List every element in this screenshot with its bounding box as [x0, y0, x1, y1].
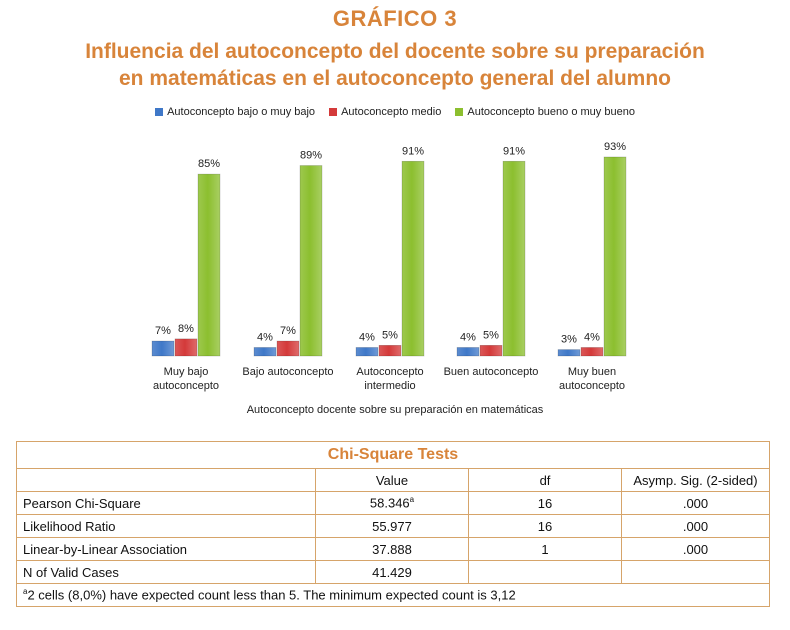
table-row	[17, 515, 770, 538]
row-df: 16	[469, 515, 622, 538]
bar-1-5	[558, 350, 580, 356]
chart-title: GRÁFICO 3	[332, 6, 458, 31]
row-label: Pearson Chi-Square	[17, 492, 316, 515]
legend-item-medio	[329, 106, 441, 118]
bar-1-2	[254, 347, 276, 356]
row-sig: .000	[622, 492, 770, 515]
row-df	[469, 561, 622, 584]
bar-1-1	[152, 341, 174, 356]
bar-chart	[0, 125, 790, 400]
row-value	[316, 492, 469, 515]
footnote-text: 2 cells (8,0%) have expected count less than 5. The minimum expected count is 3,12	[27, 587, 516, 603]
chart-subtitle	[0, 38, 790, 92]
table-footnote-row	[17, 584, 770, 607]
header-value: Value	[316, 469, 469, 492]
legend-label-medio: Autoconcepto medio	[341, 106, 442, 118]
row-label: N of Valid Cases	[17, 561, 316, 584]
legend-item-bueno	[455, 106, 635, 118]
legend-label-bajo: Autoconcepto bajo o muy bajo	[167, 106, 316, 118]
row-df: 16	[469, 492, 622, 515]
data-label-3-3: 91%	[401, 145, 425, 158]
table-row	[17, 561, 770, 584]
chart-legend	[0, 106, 790, 118]
category-label-4: Buen autoconcepto	[443, 366, 539, 378]
row-value: 55.977	[316, 515, 469, 538]
bar-3-2	[300, 166, 322, 356]
legend-item-bajo	[155, 106, 315, 118]
bar-2-5	[581, 347, 603, 356]
row-label: Linear-by-Linear Association	[17, 538, 316, 561]
data-label-2-4: 5%	[483, 329, 499, 342]
bar-2-2	[277, 341, 299, 356]
data-label-3-2: 89%	[299, 149, 323, 162]
x-axis-title: Autoconcepto docente sobre su preparación en matemáticas	[246, 404, 544, 416]
header-empty	[17, 469, 316, 492]
table-caption-row	[17, 442, 770, 469]
bar-2-4	[480, 345, 502, 356]
table-header-row	[17, 469, 770, 492]
bar-2-1	[175, 339, 197, 356]
chi-square-table	[16, 441, 770, 607]
row-value: 41.429	[316, 561, 469, 584]
data-label-1-3: 4%	[359, 331, 375, 344]
header-df: df	[469, 469, 622, 492]
row-sig	[622, 561, 770, 584]
bar-3-5	[604, 157, 626, 356]
data-label-2-1: 8%	[178, 322, 194, 335]
data-label-3-1: 85%	[197, 158, 221, 171]
subtitle-line-2: en matemáticas en el autoconcepto general del alumno	[119, 67, 671, 90]
legend-label-bueno: Autoconcepto bueno o muy bueno	[467, 106, 635, 118]
data-label-2-5: 4%	[584, 331, 600, 344]
data-label-1-2: 4%	[257, 331, 273, 344]
category-label-1: Muy bajo autoconcepto	[152, 366, 220, 392]
row-sig: .000	[622, 538, 770, 561]
row-value-sup: a	[409, 495, 415, 505]
data-label-3-4: 91%	[502, 145, 526, 158]
row-value-text: 58.346	[369, 495, 410, 511]
data-label-1-4: 4%	[460, 331, 476, 344]
legend-swatch-bueno	[455, 108, 463, 116]
legend-swatch-medio	[329, 108, 337, 116]
table-row	[17, 538, 770, 561]
table-footnote	[17, 584, 770, 607]
category-label-2: Bajo autoconcepto	[242, 366, 334, 378]
data-label-2-3: 5%	[382, 329, 398, 342]
row-sig: .000	[622, 515, 770, 538]
bar-1-4	[457, 347, 479, 356]
row-df: 1	[469, 538, 622, 561]
subtitle-line-1: Influencia del autoconcepto del docente sobre su preparación	[85, 40, 705, 63]
bar-2-3	[379, 345, 401, 356]
data-label-3-5: 93%	[603, 140, 627, 153]
bar-3-3	[402, 161, 424, 356]
table-row	[17, 492, 770, 515]
data-label-2-2: 7%	[280, 325, 296, 338]
header-sig: Asymp. Sig. (2-sided)	[622, 469, 770, 492]
row-value: 37.888	[316, 538, 469, 561]
bar-3-4	[503, 161, 525, 356]
data-label-1-1: 7%	[155, 325, 171, 338]
legend-swatch-bajo	[155, 108, 163, 116]
table-caption: Chi-Square Tests	[17, 442, 770, 469]
bar-1-3	[356, 347, 378, 356]
category-label-3: Autoconcepto intermedio	[356, 366, 424, 392]
data-label-1-5: 3%	[561, 333, 577, 346]
footnote-mark: a	[23, 587, 28, 597]
row-label: Likelihood Ratio	[17, 515, 316, 538]
category-label-5: Muy buen autoconcepto	[558, 366, 626, 392]
bar-3-1	[198, 174, 220, 356]
